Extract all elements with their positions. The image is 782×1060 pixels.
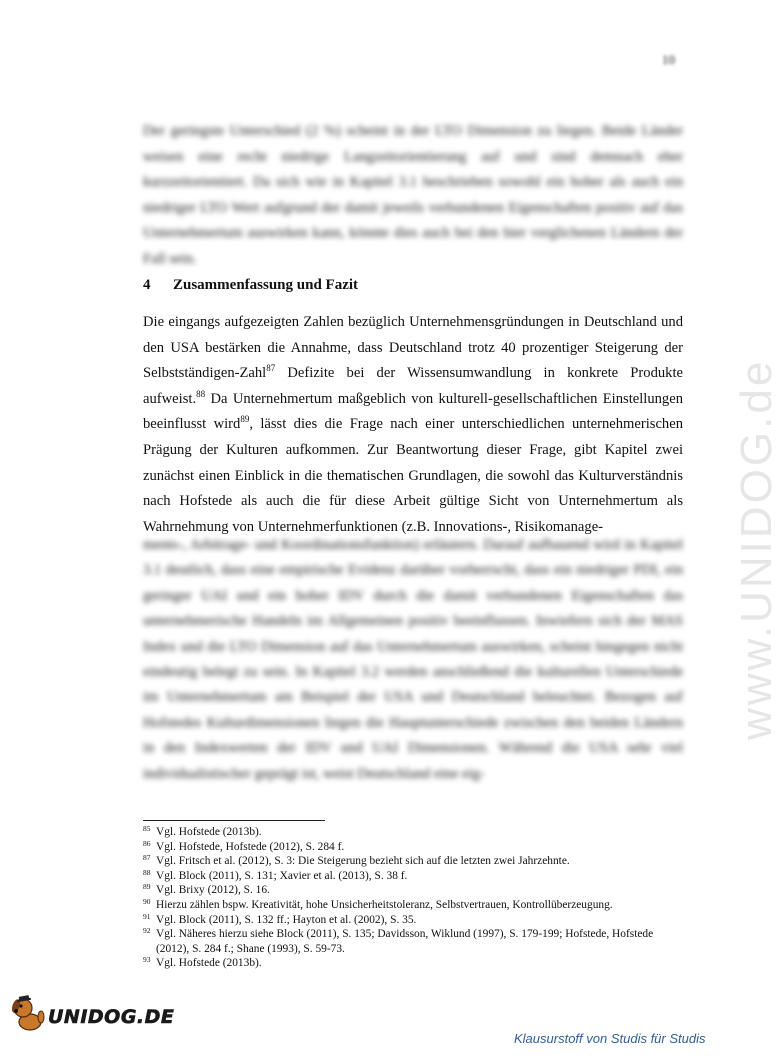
- footnote-number: 86: [143, 838, 151, 848]
- footnote-text: Vgl. Hofstede (2013b).: [156, 826, 262, 838]
- footnote: [143, 854, 688, 869]
- footnote-number: 92: [143, 926, 151, 936]
- footnote-number: 88: [143, 867, 151, 877]
- fazit-text-2: Defizite bei der Wissensumwandlung in konkrete Produkte aufweist.: [143, 365, 683, 407]
- footnote-number: 87: [143, 853, 151, 863]
- footnote-number: 91: [143, 911, 151, 921]
- intro-paragraph: Der geringste Unterschied (2 %) scheint in der LTO Dimension zu liegen. Beide Länder weisen eine recht niedrige Langzeitorientierung auf und sind demnach eher kurzzeitorientiert. Da sich wie in Kapitel 3.1 beschrieben sowohl ein hoher als auch ein niedriger LTO Wert aufgrund der damit jeweils verbundenen Eigenschaften positiv auf das Unternehmertum auswirken kann, könnte dies auch bei den hier verglichenen Ländern der Fall sein.: [143, 123, 683, 267]
- footnote-number: 85: [143, 824, 151, 833]
- page-number: 10: [662, 52, 675, 67]
- fazit-text-1: Die eingangs aufgezeigten Zahlen bezüglich Unternehmensgründungen in Deutschland und den USA bestärken die Annahme, dass Deutschland trotz 40 prozentiger Steigerung der Selbstständigen-Zahl: [143, 314, 683, 382]
- footnote-text: Hierzu zählen bspw. Kreativität, hohe Unsicherheitstoleranz, Selbstvertrauen, Kontrollüberzeugung.: [156, 898, 613, 911]
- unidog-logo[interactable]: [8, 992, 174, 1034]
- footnote: [143, 956, 688, 971]
- section-title: Zusammenfassung und Fazit: [173, 277, 359, 293]
- logo-text: UNIDOG.DE: [48, 1006, 175, 1028]
- footnote-ref-87[interactable]: 87: [266, 363, 276, 374]
- footnote: [143, 825, 688, 840]
- footnote: [143, 840, 688, 855]
- watermark: www.UNIDOG.de: [732, 358, 781, 740]
- footnote: [143, 869, 688, 884]
- fazit-paragraph: [143, 310, 683, 540]
- footnote: [143, 883, 688, 898]
- section-number: 4: [143, 277, 151, 293]
- footnote-text: Vgl. Brixy (2012), S. 16.: [156, 884, 270, 897]
- section-heading: [143, 277, 358, 294]
- footnote-text: Vgl. Fritsch et al. (2012), S. 3: Die Steigerung bezieht sich auf die letzten zwei Jahrzehnte.: [156, 855, 570, 868]
- footnote-text: Vgl. Hofstede (2013b).: [156, 957, 262, 970]
- footnote-number: 90: [143, 896, 151, 906]
- footnote-divider: [143, 820, 325, 821]
- footnote-number: 93: [143, 955, 151, 965]
- dog-icon: [8, 992, 50, 1034]
- fazit-text-4: , lässt dies die Frage nach einer unterschiedlichen unternehmerischen Prägung der Kulturen aufkommen. Zur Beantwortung dieser Frage, gibt Kapitel zwei zunächst einen Einblick in die thematischen Grundlagen, die sowohl das Kulturverständnis nach Hofstede als auch die für diese Arbeit gültige Sicht von Unternehmertum als Wahrnehmung von Unternehmerfunktionen (z.B. Innovations-, Risikomanage-: [143, 416, 683, 535]
- footnote-text: Vgl. Block (2011), S. 131; Xavier et al. (2013), S. 38 f.: [156, 869, 408, 882]
- fazit-blurred-continuation: ments-, Arbitrage- und Koordinationsfunktion) erläutern. Darauf aufbauend wird in Kapitel 3.1 deutlich, dass eine empirische Evidenz darüber vorherrscht, dass ein niedriger PDI, ein geringer UAI und ein hoher IDV durch die damit verbundenen Eigenschaften das unternehmerische Handeln im Allgemeinen positiv beeinflussen. Inwiefern sich der MAS Index und die LTO Dimension auf das Unternehmertum auswirken, scheint hingegen nicht eindeutig belegt zu sein. In Kapitel 3.2 werden anschließend die kulturellen Unterschiede im Unternehmertum am Beispiel der USA und Deutschland beleuchtet. Bezogen auf Hofstedes Kulturdimensionen liegen die Hauptunterschiede zwischen den beiden Ländern in den Indexwerten der IDV und UAI Dimensionen. Während die USA sehr viel individualistischer geprägt ist, weist Deutschland eine eig-: [143, 537, 683, 782]
- footnote-ref-89[interactable]: 89: [240, 414, 250, 425]
- footnote: [143, 898, 688, 913]
- footnote: [143, 913, 688, 928]
- footer-slogan: Klausurstoff von Studis für Studis: [514, 1031, 706, 1046]
- footnote: [143, 927, 688, 956]
- footnote-text: Vgl. Näheres hierzu siehe Block (2011), S. 135; Davidsson, Wiklund (1997), S. 179-199; Hofstede, Hofstede (2012), S. 284 f.; Shane (1993), S. 59-73.: [156, 928, 654, 955]
- fazit-text-3: Da Unternehmertum maßgeblich von kulturell-gesellschaftlichen Einstellungen beeinflusst wird: [143, 390, 683, 433]
- footnote-number: 89: [143, 882, 151, 892]
- footnotes-list: [143, 825, 688, 971]
- footnote-text: Vgl. Block (2011), S. 132 ff.; Hayton et al. (2002), S. 35.: [156, 913, 417, 926]
- footnote-ref-88[interactable]: 88: [196, 388, 206, 399]
- footnote-text: Vgl. Hofstede, Hofstede (2012), S. 284 f.: [156, 840, 345, 853]
